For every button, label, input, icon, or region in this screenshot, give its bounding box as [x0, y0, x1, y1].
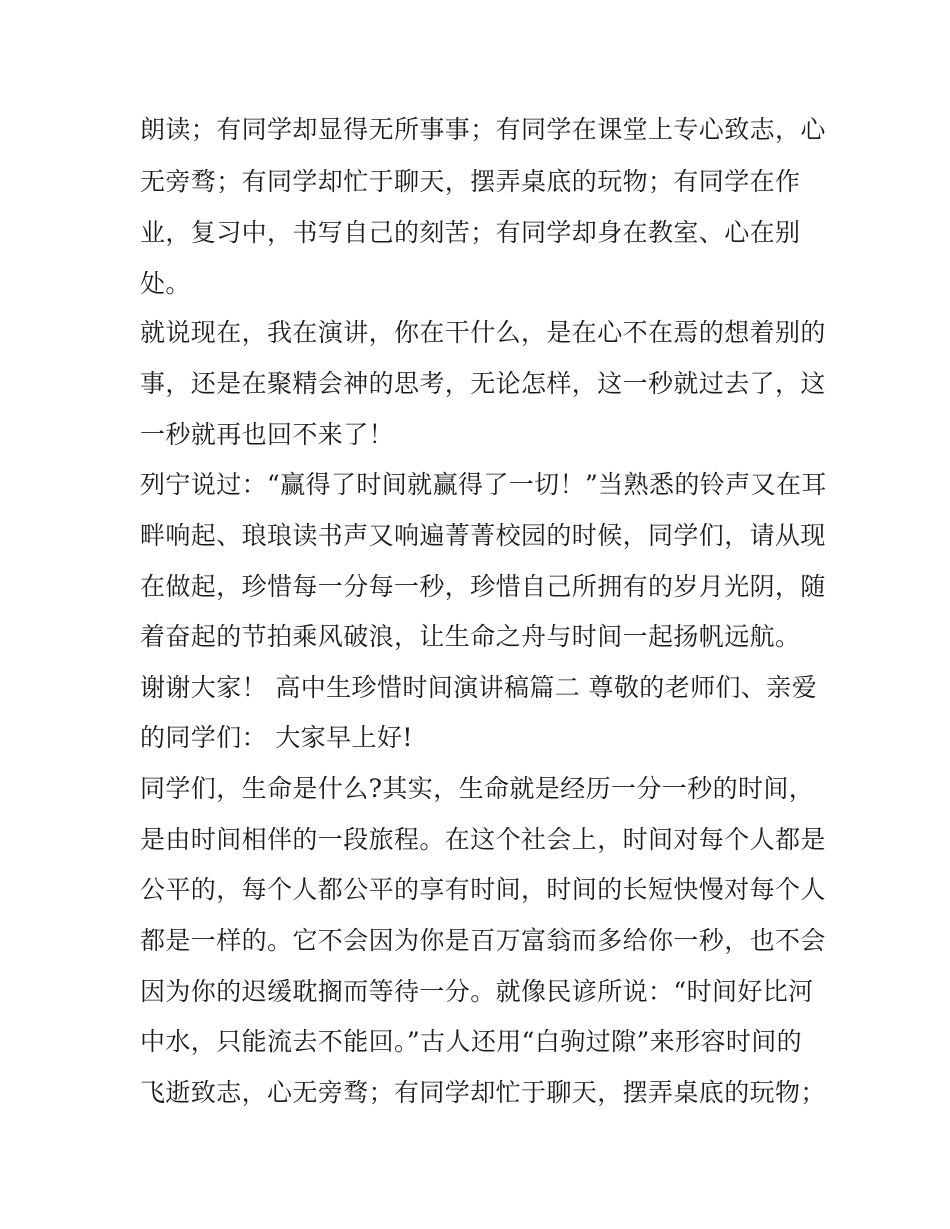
- text-line: 中水，只能流去不能回。”古人还用“白驹过隙”来形容时间的: [140, 1027, 803, 1056]
- text-line: 飞逝致志，心无旁骛；有同学却忙于聊天，摆弄桌底的玩物；: [140, 1078, 826, 1107]
- text-line: 畔响起、琅琅读书声又响遍菁菁校园的时候，同学们，请从现: [140, 521, 826, 550]
- text-line: 无旁骛；有同学却忙于聊天，摆弄桌底的玩物；有同学在作: [140, 167, 801, 196]
- text-line: 列宁说过：“赢得了时间就赢得了一切！”当熟悉的铃声又在耳: [140, 470, 827, 499]
- text-line: 在做起，珍惜每一分每一秒，珍惜自己所拥有的岁月光阴，随: [140, 572, 826, 601]
- text-line: 同学们，生命是什么?其实，生命就是经历一分一秒的时间，: [140, 774, 815, 803]
- text-line: 处。: [140, 269, 191, 298]
- text-line: 着奋起的节拍乘风破浪，让生命之舟与时间一起扬帆远航。: [140, 622, 801, 651]
- text-line: 就说现在，我在演讲，你在干什么，是在心不在焉的想着别的: [140, 318, 826, 347]
- text-line: 的同学们： 大家早上好!: [140, 723, 413, 752]
- text-line: 公平的，每个人都公平的享有时间，时间的长短快慢对每个人: [140, 875, 826, 904]
- text-line: 事，还是在聚精会神的思考，无论怎样，这一秒就过去了，这: [140, 369, 826, 398]
- text-line: 谢谢大家！ 高中生珍惜时间演讲稿篇二 尊敬的老师们、亲爱: [140, 673, 818, 702]
- text-line: 一秒就再也回不来了！: [140, 420, 395, 449]
- text-line: 是由时间相伴的一段旅程。在这个社会上，时间对每个人都是: [140, 825, 826, 854]
- text-line: 因为你的迟缓耽搁而等待一分。就像民谚所说：“时间好比河: [140, 977, 814, 1006]
- text-line: 都是一样的。它不会因为你是百万富翁而多给你一秒，也不会: [140, 926, 826, 955]
- text-line: 业，复习中，书写自己的刻苦；有同学却身在教室、心在别: [140, 218, 801, 247]
- text-line: 朗读；有同学却显得无所事事；有同学在课堂上专心致志，心: [140, 115, 826, 144]
